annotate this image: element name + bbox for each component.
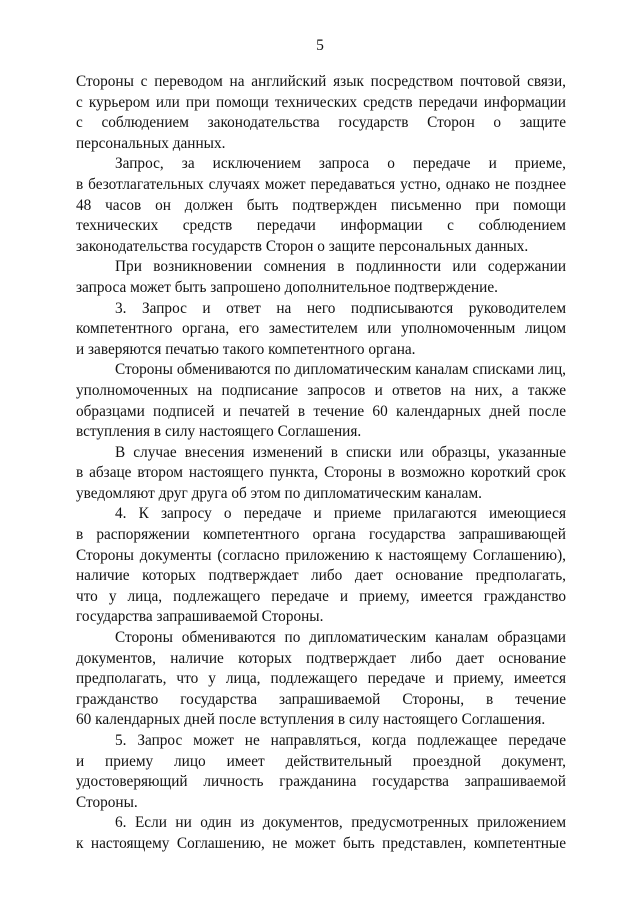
text-line: компетентного органа, его заместителем или уполномоченным лицом bbox=[76, 320, 566, 338]
text-line: вступления в силу настоящего Соглашения. bbox=[76, 423, 362, 441]
text-line: документов, наличие которых подтверждает либо дает основание bbox=[76, 649, 566, 667]
text-line: запроса может быть запрошено дополнительное подтверждение. bbox=[76, 278, 498, 296]
paragraph-6 bbox=[76, 443, 566, 505]
page-number: 5 bbox=[316, 37, 324, 54]
text-line: 3. Запрос и ответ на него подписываются руководителем bbox=[115, 299, 566, 317]
text-line: уведомляют друг друга об этом по дипломатическим каналам. bbox=[76, 484, 482, 502]
text-line: с соблюдением законодательства государств Сторон о защите bbox=[76, 114, 566, 132]
paragraph-3 bbox=[76, 257, 566, 298]
text-line: законодательства государств Сторон о защите персональных данных. bbox=[76, 237, 529, 255]
text-line: При возникновении сомнения в подлинности или содержании bbox=[115, 258, 566, 276]
text-line: наличие которых подтверждает либо дает основание предполагать, bbox=[76, 567, 566, 585]
document-body bbox=[76, 72, 566, 855]
text-line: Стороны обмениваются по дипломатическим каналам списками лиц, bbox=[115, 361, 566, 379]
paragraph-10 bbox=[76, 813, 566, 854]
text-line: Стороны документы (согласно приложению к настоящему Соглашению), bbox=[76, 546, 566, 564]
text-line: 5. Запрос может не направляться, когда подлежащее передаче bbox=[115, 732, 566, 749]
text-line: предполагать, что у лица, подлежащего передаче и приему, имеется bbox=[76, 670, 566, 688]
text-line: с курьером или при помощи технических средств передачи информации bbox=[76, 93, 566, 111]
text-line: Запрос, за исключением запроса о передаче и приеме, bbox=[115, 155, 566, 173]
text-line: удостоверяющий личность гражданина государства запрашиваемой bbox=[76, 773, 566, 791]
paragraph-9 bbox=[76, 731, 566, 813]
text-line: образцами подписей и печатей в течение 60 календарных дней после bbox=[76, 402, 566, 420]
text-line: В случае внесения изменений в списки или образцы, указанные bbox=[115, 443, 566, 461]
text-line: и заверяются печатью такого компетентного органа. bbox=[76, 340, 416, 358]
text-line: и приему лицо имеет действительный проездной документ, bbox=[76, 752, 566, 770]
text-line: Стороны обмениваются по дипломатическим каналам образцами bbox=[115, 629, 566, 647]
paragraph-7 bbox=[76, 504, 566, 628]
text-line: Стороны с переводом на английский язык посредством почтовой связи, bbox=[76, 73, 566, 90]
paragraph-8 bbox=[76, 628, 566, 731]
text-line: в распоряжении компетентного органа государства запрашивающей bbox=[76, 526, 566, 544]
text-line: к настоящему Соглашению, не может быть представлен, компетентные bbox=[76, 834, 566, 852]
text-line: в абзаце втором настоящего пункта, Стороны в возможно короткий срок bbox=[76, 464, 566, 482]
paragraph-4 bbox=[76, 299, 566, 361]
paragraph-2 bbox=[76, 154, 566, 257]
paragraph-5 bbox=[76, 360, 566, 442]
paragraph-1 bbox=[76, 72, 566, 154]
text-line: уполномоченных на подписание запросов и ответов на них, а также bbox=[76, 381, 566, 399]
text-line: государства запрашиваемой Стороны. bbox=[76, 608, 324, 626]
text-line: гражданство государства запрашиваемой Стороны, в течение bbox=[76, 690, 566, 708]
text-line: 6. Если ни один из документов, предусмотренных приложением bbox=[115, 814, 566, 832]
text-line: 48 часов он должен быть подтвержден письменно при помощи bbox=[76, 196, 566, 214]
text-line: что у лица, подлежащего передаче и приему, имеется гражданство bbox=[76, 587, 566, 605]
text-line: персональных данных. bbox=[76, 134, 226, 152]
text-line: 60 календарных дней после вступления в силу настоящего Соглашения. bbox=[76, 711, 546, 729]
text-line: 4. К запросу о передаче и приеме прилагаются имеющиеся bbox=[115, 505, 566, 523]
text-line: в безотлагательных случаях может передаваться устно, однако не позднее bbox=[76, 175, 566, 193]
text-line: технических средств передачи информации с соблюдением bbox=[76, 217, 566, 235]
text-line: Стороны. bbox=[76, 793, 138, 811]
